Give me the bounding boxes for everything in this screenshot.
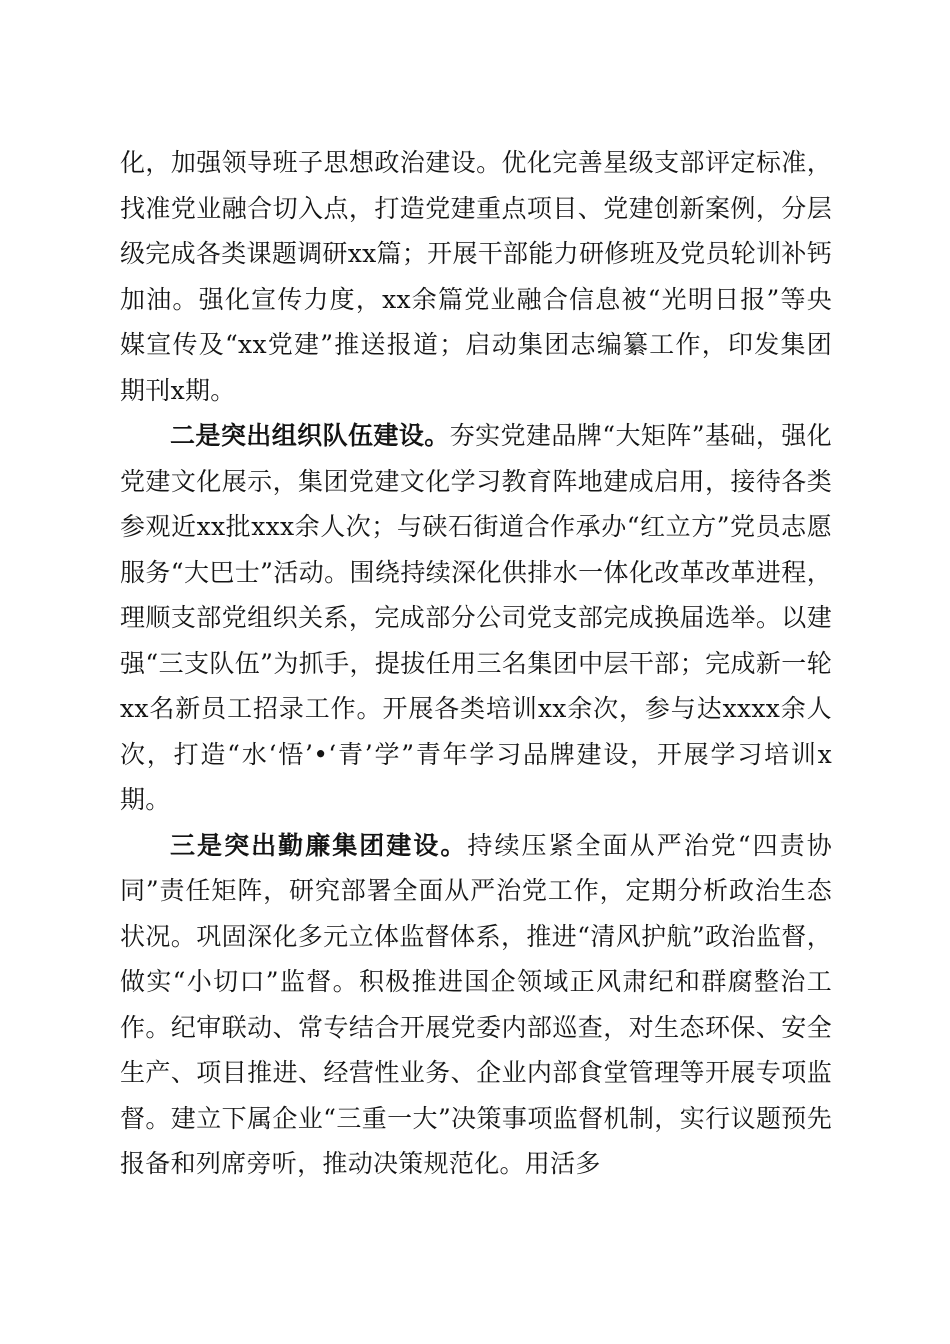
paragraph-2-text: 夯实党建品牌“大矩阵”基础，强化党建文化展示，集团党建文化学习教育阵地建成启用，接待各类参观近xx批xxx余人次；与硖石街道合作承办“红立方”党员志愿服务“大巴士”活动。围绕持续深化供排水一体化改革改革进程，理顺支部党组织关系，完成部分公司党支部完成换届选举。以建强“三支队伍”为抓手，提拔任用三名集团中层干部；完成新一轮xx名新员工招录工作。开展各类培训xx余次，参与达xxxx余人次，打造“水‘悟’•‘青’学”青年学习品牌建设，开展学习培训x期。 xyxy=(120,421,832,814)
paragraph-2 xyxy=(120,413,832,823)
paragraph-3 xyxy=(120,823,832,1187)
paragraph-3-text: 持续压紧全面从严治党“四责协同”责任矩阵，研究部署全面从严治党工作，定期分析政治生态状况。巩固深化多元立体监督体系，推进“清风护航”政治监督，做实“小切口”监督。积极推进国企领域正风肃纪和群腐整治工作。纪审联动、常专结合开展党委内部巡查，对生态环保、安全生产、项目推进、经营性业务、企业内部食堂管理等开展专项监督。建立下属企业“三重一大”决策事项监督机制，实行议题预先报备和列席旁听，推动决策规范化。用活多 xyxy=(120,830,832,1178)
paragraph-3-heading: 三是突出勤廉集团建设。 xyxy=(170,830,468,860)
paragraph-1-text: 化，加强领导班子思想政治建设。优化完善星级支部评定标准，找准党业融合切入点，打造党建重点项目、党建创新案例，分层级完成各类课题调研xx篇；开展干部能力研修班及党员轮训补钙加油。强化宣传力度，xx余篇党业融合信息被“光明日报”等央媒宣传及“xx党建”推送报道；启动集团志编纂工作，印发集团期刊x期。 xyxy=(120,148,832,405)
paragraph-1 xyxy=(120,140,832,413)
document-body xyxy=(120,140,832,1187)
paragraph-2-heading: 二是突出组织队伍建设。 xyxy=(170,421,450,450)
